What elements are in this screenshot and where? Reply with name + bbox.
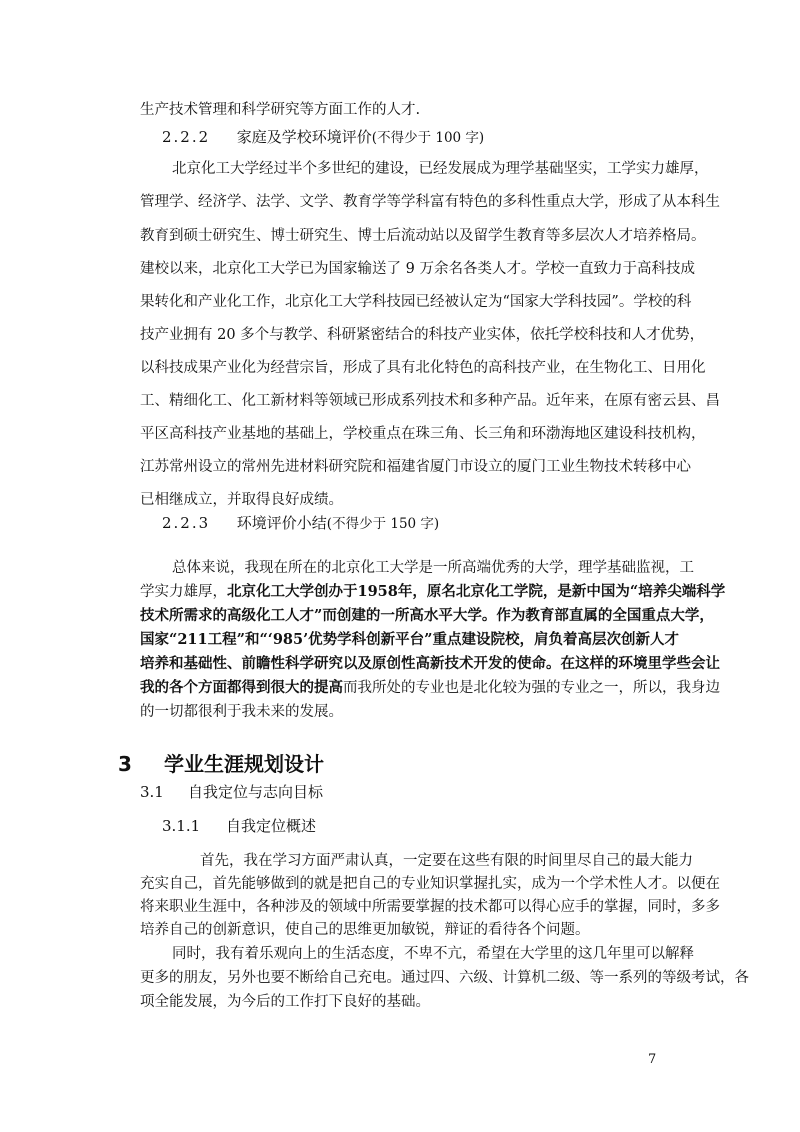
text-line: 技产业拥有 20 多个与教学、科研紧密结合的科技产业实体，依托学校科技和人才优势， <box>140 327 705 343</box>
text-line: 首先，我在学习方面严肃认真，一定要在这些有限的时间里尽自己的最大能力 <box>200 853 693 869</box>
text-line: 将来职业生涯中，各种涉及的领域中所需要掌握的技术都可以得心应手的掌握，同时，多多 <box>140 899 720 915</box>
text-line: 果转化和产业化工作，北京化工大学科技园已经被认定为“国家大学科技园”。学校的科 <box>140 294 692 310</box>
section-title: 自我定位与志向目标 <box>188 783 324 801</box>
section-title: 家庭及学校环境评价 <box>236 128 372 146</box>
text-line: 项全能发展，为今后的工作打下良好的基础。 <box>140 994 430 1010</box>
text-line: 北京化工大学经过半个多世纪的建设，已经发展成为理学基础坚实，工学实力雄厚， <box>172 161 709 177</box>
text-line: 同时，我有着乐观向上的生活态度，不卑不亢，希望在大学里的这几年里可以解释 <box>172 946 694 962</box>
plain-text: 学实力雄厚， <box>140 584 227 600</box>
text-line <box>140 580 725 601</box>
lead-line: 生产技术管理和科学研究等方面工作的人才. <box>140 102 421 118</box>
chapter-title: 学业生涯规划设计 <box>164 752 324 776</box>
text-line: 技术所需求的高级化工人才”而创建的一所高水平大学。作为教育部直属的全国重点大学， <box>140 607 714 624</box>
text-line: 工、精细化工、化工新材料等领域已形成系列技术和多种产品。近年来，在原有密云县、昌 <box>140 393 720 409</box>
section-title: 环境评价小结 <box>236 514 327 532</box>
chapter-heading-3 <box>118 748 324 777</box>
text-line: 建校以来，北京化工大学已为国家输送了 9 万余名各类人才。学校一直致力于高科技成 <box>140 261 695 277</box>
text-line: 充实自己，首先能够做到的就是把自己的专业知识掌握扎实，成为一个学术性人才。以便在 <box>140 876 720 892</box>
section-heading-2-2-3 <box>162 512 439 533</box>
text-line: 更多的朋友，另外也要不断给自己充电。通过四、六级、计算机二级、等一系列的等级考试，各 <box>140 970 749 986</box>
section-heading-2-2-2 <box>162 126 484 147</box>
bold-text: 我的各个方面都得到很大的提高 <box>140 679 343 696</box>
section-number: 3.1.1 <box>162 817 201 835</box>
section-note: (不得少于 150 字) <box>326 516 440 532</box>
plain-text: 总体来说，我现在所在的北京化工大学是一所高端优秀的大学，理学基础监视，工 <box>172 560 694 576</box>
text-line: 已相继成立，并取得良好成绩。 <box>140 492 343 508</box>
section-note: (不得少于 100 字) <box>371 130 485 146</box>
text-line: 以科技成果产业化为经营宗旨，形成了具有北化特色的高科技产业，在生物化工、日用化 <box>140 360 706 376</box>
bold-text: 北京化工大学创办于1958年，原名北京化工学院，是新中国为“培养尖端科学 <box>227 583 726 600</box>
section-heading-3-1 <box>140 781 323 802</box>
text-line: 江苏常州设立的常州先进材料研究院和福建省厦门市设立的厦门工业生物技术转移中心 <box>140 459 691 475</box>
plain-text: 而我所处的专业也是北化较为强的专业之一，所以，我身边 <box>343 680 720 696</box>
text-line <box>140 676 720 697</box>
section-number: 3.1 <box>140 783 164 801</box>
section-title: 自我定位概述 <box>226 817 317 835</box>
text-line: 管理学、经济学、法学、文学、教育学等学科富有特色的多科性重点大学，形成了从本科生 <box>140 194 720 210</box>
text-line: 平区高科技产业基地的基础上，学校重点在珠三角、长三角和环渤海地区建设科技机构， <box>140 426 706 442</box>
section-number: 2.2.3 <box>162 514 211 532</box>
text-line: 的一切都很利于我未来的发展。 <box>140 704 343 720</box>
text-line <box>172 556 694 577</box>
chapter-number: 3 <box>118 752 132 776</box>
text-line: 培养自己的创新意识，使自己的思维更加敏锐，辩证的看待各个问题。 <box>140 922 590 938</box>
section-heading-3-1-1 <box>162 815 316 836</box>
text-line: 国家“211工程”和“‘985’优势学科创新平台”重点建设院校，肩负着高层次创新人才 <box>140 631 679 648</box>
text-line: 教育到硕士研究生、博士研究生、博士后流动站以及留学生教育等多层次人才培养格局。 <box>140 228 706 244</box>
section-number: 2.2.2 <box>162 128 211 146</box>
page-number: 7 <box>648 1052 657 1067</box>
text-line: 培养和基础性、前瞻性科学研究以及原创性高新技术开发的使命。在这样的环境里学些会让 <box>140 655 720 672</box>
